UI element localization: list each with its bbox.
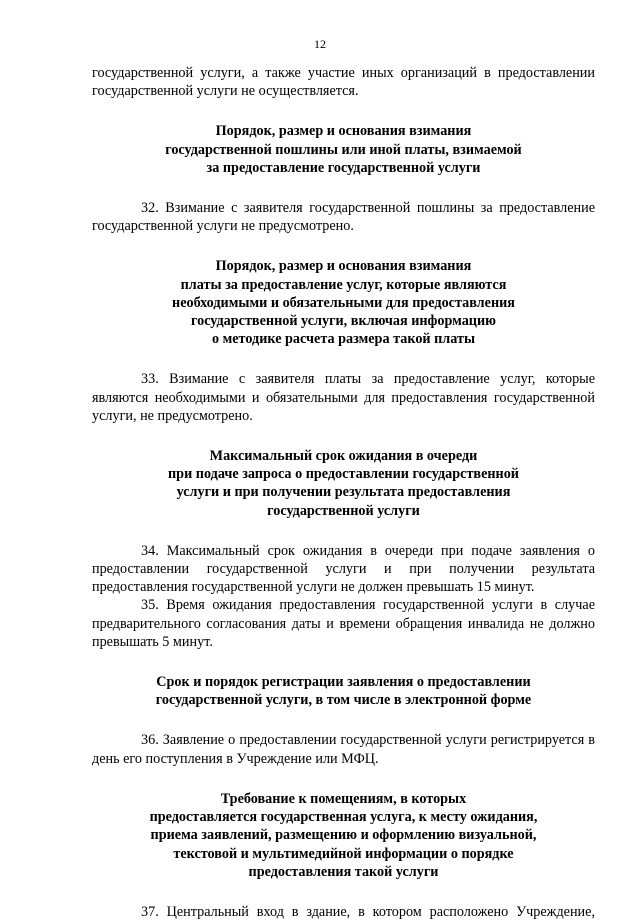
- section-heading-service-fee: [92, 257, 595, 348]
- heading-line: Требование к помещениям, в которых: [220, 790, 467, 807]
- section-heading-premises: [92, 790, 595, 881]
- heading-line: предоставляется государственная услуга, к месту ожидания,: [149, 809, 538, 826]
- heading-line: платы за предоставление услуг, которые являются: [180, 276, 507, 293]
- heading-line: Порядок, размер и основания взимания: [215, 123, 472, 140]
- heading-line: Порядок, размер и основания взимания: [215, 258, 472, 275]
- section-heading-state-fee: [92, 122, 595, 177]
- heading-line: приема заявлений, размещению и оформлению визуальной,: [150, 827, 537, 844]
- heading-line: государственной услуги, включая информацию: [191, 313, 496, 330]
- section-heading-registration: [92, 673, 595, 709]
- page-number: 12: [314, 37, 326, 51]
- heading-line: предоставления такой услуги: [248, 863, 439, 880]
- paragraph-36: 36. Заявление о предоставлении государственной услуги регистрируется в день его поступления в Учреждение или МФЦ.: [92, 732, 595, 767]
- paragraph-34: 34. Максимальный срок ожидания в очереди при подаче заявления о предоставлении государственной услуги и при получении результата предоставления государственной услуги не должен превышать 15 минут.: [92, 542, 595, 596]
- paragraph-32: 32. Взимание с заявителя государственной пошлины за предоставление государственной услуги не предусмотрено.: [92, 200, 595, 235]
- document-body: [92, 64, 595, 921]
- heading-line: государственной услуги, в том числе в электронной форме: [155, 692, 532, 709]
- paragraph-35: 35. Время ожидания предоставления государственной услуги в случае предварительного согласования даты и времени обращения инвалида не должно превышать 5 минут.: [92, 597, 595, 650]
- heading-line: при подаче запроса о предоставлении государственной: [168, 466, 519, 483]
- heading-line: государственной услуги: [267, 502, 420, 519]
- heading-line: услуги и при получении результата предоставления: [176, 484, 511, 501]
- heading-line: Максимальный срок ожидания в очереди: [209, 448, 478, 465]
- paragraph-37: 37. Центральный вход в здание, в котором расположено Учреждение,: [141, 903, 595, 920]
- paragraph-intro: государственной услуги, а также участие иных организаций в предоставлении государственной услуги не осуществляется.: [92, 65, 595, 100]
- paragraph-33: 33. Взимание с заявителя платы за предоставление услуг, которые являются необходимыми и обязательными для предоставления государственной услуги, не предусмотрено.: [92, 371, 595, 424]
- heading-line: текстовой и мультимедийной информации о порядке: [173, 845, 514, 862]
- heading-line: о методике расчета размера такой платы: [211, 331, 476, 348]
- heading-line: необходимыми и обязательными для предоставления: [172, 294, 515, 311]
- heading-line: государственной пошлины или иной платы, взимаемой: [165, 141, 522, 158]
- heading-line: за предоставление государственной услуги: [206, 159, 481, 176]
- heading-line: Срок и порядок регистрации заявления о предоставлении: [156, 674, 531, 691]
- section-heading-queue-time: [92, 447, 595, 520]
